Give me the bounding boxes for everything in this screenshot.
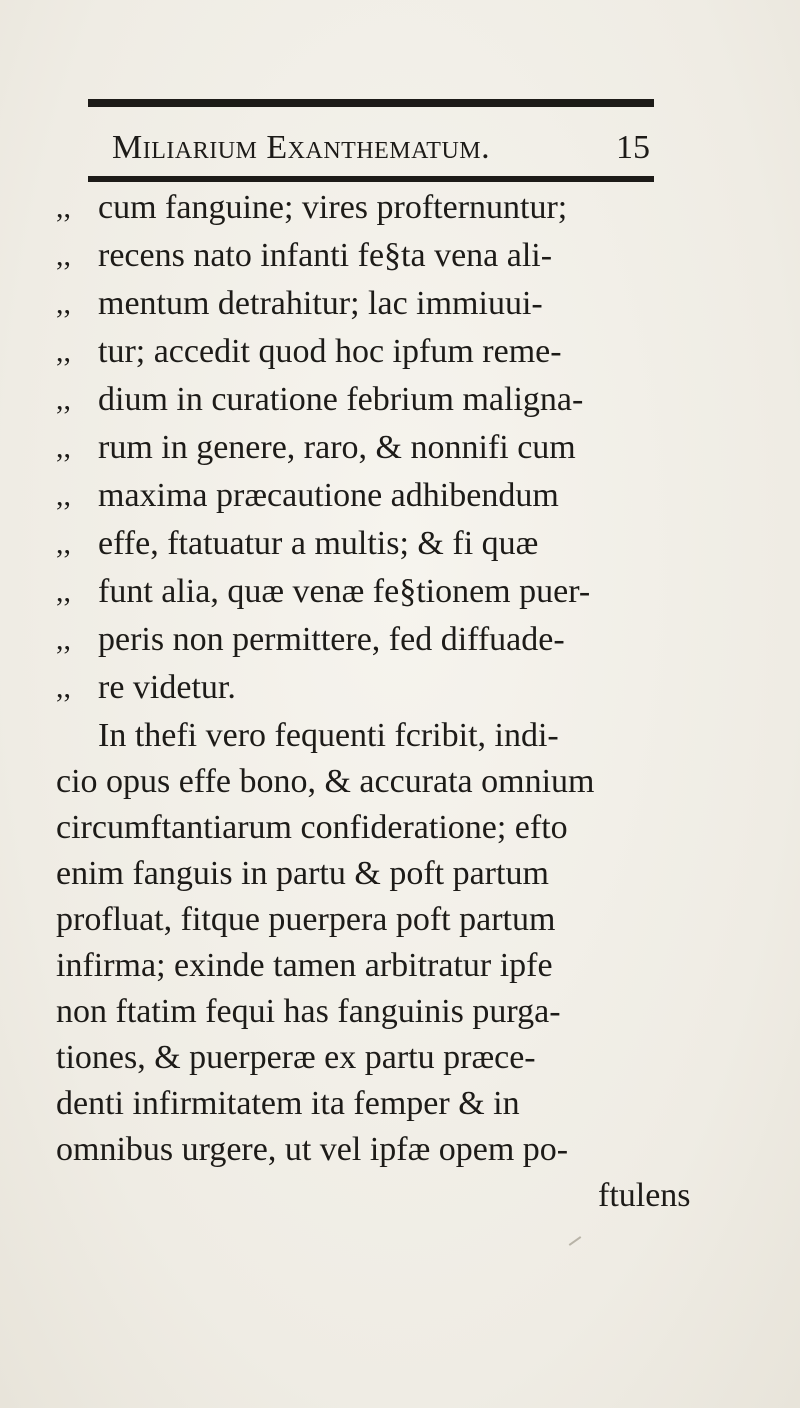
quoted-line-text: recens nato infanti fe§ta vena ali-: [98, 237, 553, 274]
catchword: ftulens: [598, 1177, 691, 1214]
quoted-line-text: tur; accedit quod hoc ipfum reme-: [98, 333, 562, 370]
body-line: cio opus effe bono, & accurata omnium: [56, 763, 595, 800]
quoted-line-text: dium in curatione febrium maligna-: [98, 381, 584, 418]
body-line: denti infirmitatem ita femper & in: [56, 1085, 520, 1122]
quote-mark: ,,: [56, 383, 71, 416]
quoted-line-text: peris non permittere, fed diffuade-: [98, 621, 565, 658]
quote-mark: ,,: [56, 575, 71, 608]
quote-mark: ,,: [56, 335, 71, 368]
body-line: profluat, fitque puerpera poft partum: [56, 901, 556, 938]
quote-mark: ,,: [56, 431, 71, 464]
header-rule: [88, 176, 654, 182]
page-number: 15: [616, 129, 650, 166]
body-line: non ftatim fequi has fanguinis purga-: [56, 993, 561, 1030]
quoted-line-text: funt alia, quæ venæ fe§tionem puer-: [98, 573, 591, 610]
running-title: Miliarium Exanthematum.: [112, 129, 491, 166]
ink-mark: [569, 1236, 582, 1246]
quote-mark: ,,: [56, 671, 71, 704]
quote-mark: ,,: [56, 239, 71, 272]
body-line: circumftantiarum confideratione; efto: [56, 809, 568, 846]
quoted-line-text: cum fanguine; vires profternuntur;: [98, 189, 568, 226]
quoted-line-text: rum in genere, raro, & nonnifi cum: [98, 429, 576, 466]
quoted-line-text: maxima præcautione adhibendum: [98, 477, 559, 514]
quoted-line-text: re videtur.: [98, 669, 236, 706]
page-header: [88, 127, 654, 167]
quote-mark: ,,: [56, 623, 71, 656]
quoted-line-text: effe, ftatuatur a multis; & fi quæ: [98, 525, 539, 562]
body-line: enim fanguis in partu & poft partum: [56, 855, 549, 892]
quote-mark: ,,: [56, 191, 71, 224]
quoted-line-text: mentum detrahitur; lac immiuui-: [98, 285, 543, 322]
body-line: In thefi vero fequenti fcribit, indi-: [98, 717, 559, 754]
body-line: omnibus urgere, ut vel ipfæ opem po-: [56, 1131, 569, 1168]
quote-mark: ,,: [56, 527, 71, 560]
body-line: infirma; exinde tamen arbitratur ipfe: [56, 947, 553, 984]
quote-mark: ,,: [56, 479, 71, 512]
top-rule: [88, 99, 654, 107]
quote-mark: ,,: [56, 287, 71, 320]
body-line: tiones, & puerperæ ex partu præce-: [56, 1039, 536, 1076]
